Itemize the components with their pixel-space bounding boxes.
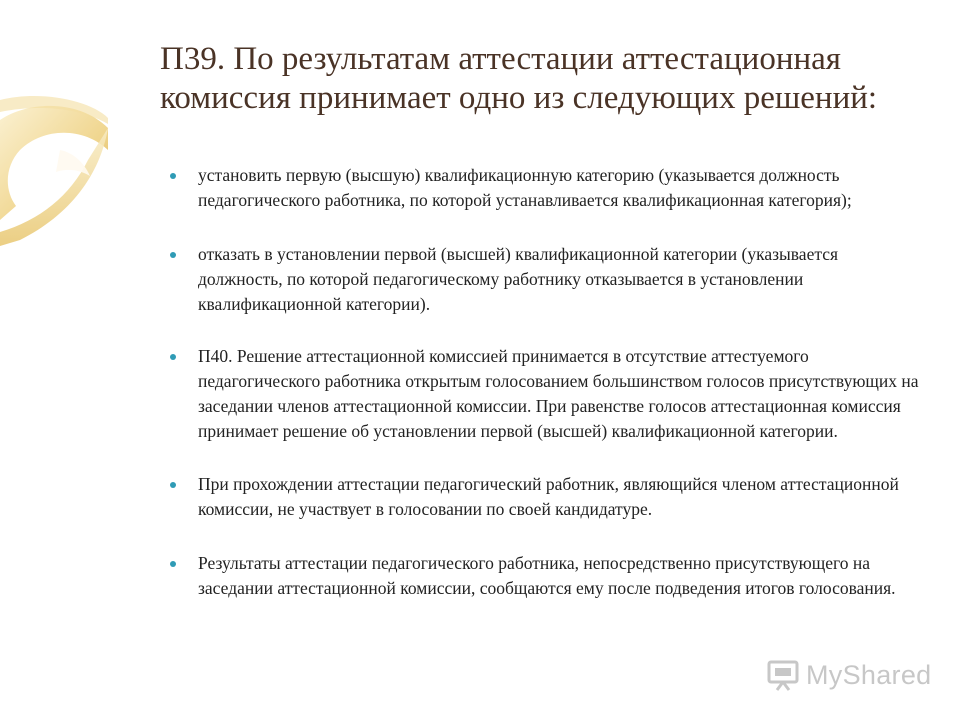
list-item-text: П40. Решение аттестационной комиссией принимается в отсутствие аттестуемого педагогического работника открытым голосованием большинством голосов присутствующих на заседании членов аттестационной комиссии. При равенстве голосов аттестационная комиссия принимает решение об установлении первой (высшей) квалификационной категории.: [198, 346, 919, 441]
list-item-text: При прохождении аттестации педагогический работник, являющийся членом аттестационной комиссии, не участвует в голосовании по своей кандидатуре.: [198, 474, 899, 519]
round-bullet-icon: [170, 354, 176, 360]
round-bullet-icon: [170, 482, 176, 488]
list-item: [162, 163, 922, 213]
round-bullet-icon: [170, 561, 176, 567]
list-item: [162, 242, 922, 317]
projector-screen-icon: [766, 658, 800, 692]
myshared-watermark[interactable]: [766, 655, 931, 695]
round-bullet-icon: [170, 173, 176, 179]
list-item: [162, 472, 922, 522]
list-item: [162, 551, 922, 601]
list-item-text: отказать в установлении первой (высшей) квалификационной категории (указывается должность, по которой педагогическому работнику отказывается в установлении квалификационной категории).: [198, 244, 839, 314]
list-item: [162, 344, 922, 444]
decorative-gold-swirl: [0, 0, 110, 260]
round-bullet-icon: [170, 252, 176, 258]
list-item-text: Результаты аттестации педагогического работника, непосредственно присутствующего на заседании аттестационной комиссии, сообщаются ему после подведения итогов голосования.: [198, 553, 896, 598]
list-item-text: установить первую (высшую) квалификационную категорию (указывается должность педагогического работника, по которой устанавливается квалификационная категория);: [198, 165, 852, 210]
watermark-text: MyShared: [806, 659, 932, 690]
slide-title: П39. По результатам аттестации аттестационная комиссия принимает одно из следующих решений:: [160, 41, 878, 116]
bullet-list: [162, 163, 922, 601]
